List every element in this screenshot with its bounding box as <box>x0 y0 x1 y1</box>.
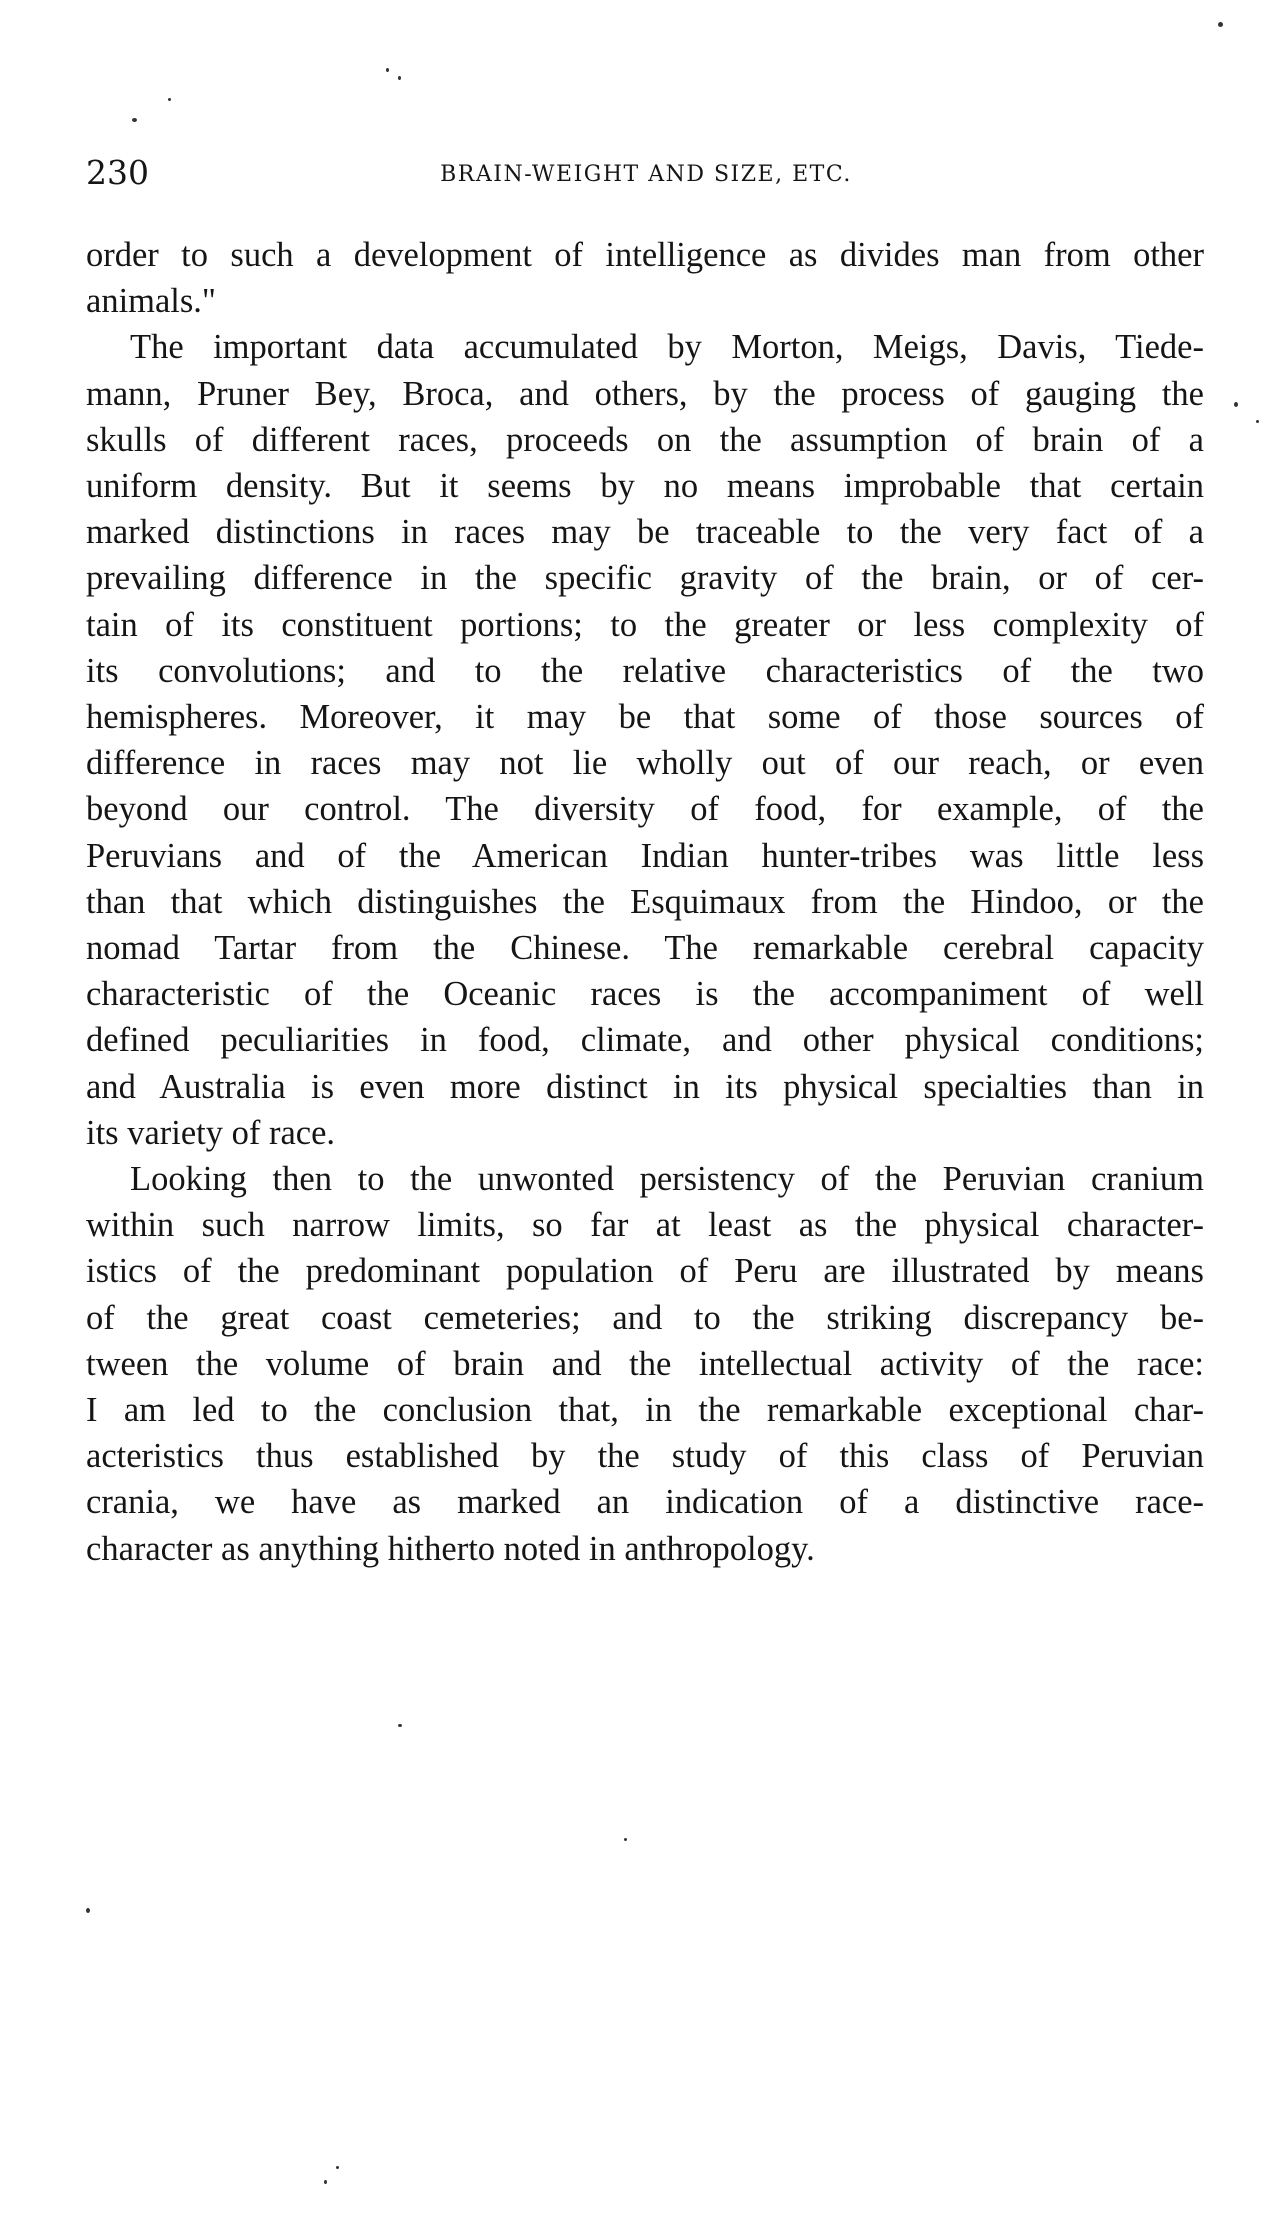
body-text <box>86 232 1204 1572</box>
text-line: crania, we have as marked an indication of a distinctive race- <box>86 1483 1204 1522</box>
text-line: tween the volume of brain and the intellectual activity of the race: <box>86 1344 1204 1383</box>
text-line: istics of the predominant population of Peru are illustrated by means <box>86 1252 1204 1291</box>
text-line: order to such a development of intelligence as divides man from other <box>86 236 1204 274</box>
text-line: of the great coast cemeteries; and to the striking discrepancy be- <box>86 1298 1204 1337</box>
scan-speck <box>168 98 171 101</box>
text-line: and Australia is even more distinct in its physical specialties than in <box>86 1067 1204 1106</box>
text-line: tain of its constituent portions; to the greater or less complexity of <box>86 605 1204 644</box>
scan-speck <box>324 2180 327 2184</box>
scan-speck <box>86 1908 90 1913</box>
text-line: difference in races may not lie wholly out of our reach, or even <box>86 744 1204 783</box>
scan-speck <box>398 1724 402 1727</box>
paragraph-3 <box>86 1156 1204 1572</box>
text-line: its variety of race. <box>86 1113 336 1152</box>
scan-speck <box>386 68 389 72</box>
text-line: Looking then to the unwonted persistency of the Peruvian cranium <box>130 1160 1204 1199</box>
text-line: uniform density. But it seems by no means improbable that certain <box>86 467 1204 506</box>
text-line: than that which distinguishes the Esquimaux from the Hindoo, or the <box>86 882 1204 921</box>
text-line: nomad Tartar from the Chinese. The remarkable cerebral capacity <box>86 929 1204 968</box>
text-line: The important data accumulated by Morton, Meigs, Davis, Tiede- <box>130 328 1204 367</box>
running-title: BRAIN-WEIGHT AND SIZE, ETC. <box>440 162 852 187</box>
text-line: marked distinctions in races may be traceable to the very fact of a <box>86 513 1204 552</box>
scan-speck <box>624 1838 627 1841</box>
running-head <box>86 150 1206 196</box>
paragraph-2 <box>86 324 1204 1156</box>
text-line: acteristics thus established by the study of this class of Peruvian <box>86 1437 1204 1476</box>
text-line: mann, Pruner Bey, Broca, and others, by the process of gauging the <box>86 374 1204 413</box>
scan-speck <box>398 76 401 80</box>
text-line: within such narrow limits, so far at least as the physical character- <box>86 1206 1204 1245</box>
text-line: hemispheres. Moreover, it may be that some of those sources of <box>86 698 1204 737</box>
text-line: defined peculiarities in food, climate, and other physical conditions; <box>86 1021 1204 1060</box>
text-line: character as anything hitherto noted in anthropology. <box>86 1529 815 1568</box>
text-line: animals." <box>86 282 217 321</box>
paragraph-1 <box>86 232 1204 324</box>
scan-speck <box>1256 420 1259 423</box>
text-line: Peruvians and of the American Indian hunter-tribes was little less <box>86 836 1204 875</box>
text-line: I am led to the conclusion that, in the remarkable exceptional char- <box>86 1391 1204 1430</box>
text-line: characteristic of the Oceanic races is the accompaniment of well <box>86 975 1204 1014</box>
scan-speck <box>336 2166 339 2169</box>
text-line: prevailing difference in the specific gravity of the brain, or of cer- <box>86 559 1204 598</box>
scan-speck <box>132 118 137 122</box>
text-line: beyond our control. The diversity of food, for example, of the <box>86 790 1204 829</box>
text-line: its convolutions; and to the relative characteristics of the two <box>86 651 1204 690</box>
page-number: 230 <box>86 153 149 192</box>
scan-speck <box>1234 402 1238 407</box>
scan-speck <box>1218 22 1223 27</box>
text-line: skulls of different races, proceeds on the assumption of brain of a <box>86 420 1204 459</box>
